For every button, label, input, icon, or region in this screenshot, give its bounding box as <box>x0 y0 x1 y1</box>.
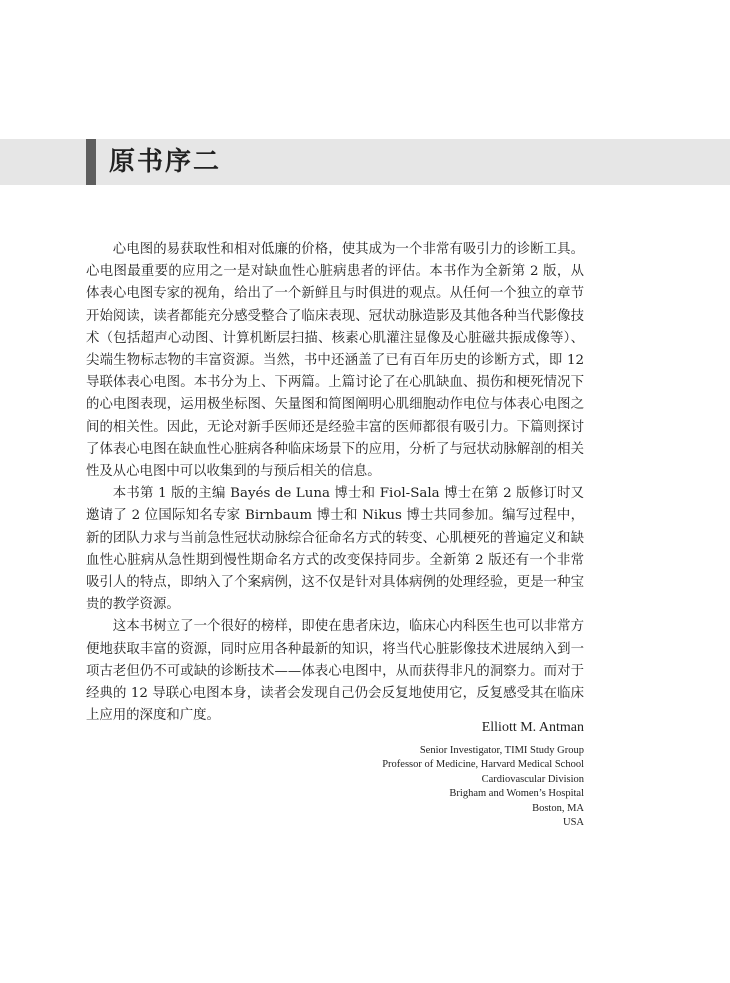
paragraph-1: 心电图的易获取性和相对低廉的价格，使其成为一个非常有吸引力的诊断工具。心电图最重要的应用之一是对缺血性心脏病患者的评估。本书作为全新第 2 版，从体表心电图专家的视角，给出了一个新鲜且与时俱进的观点。从任何一个独立的章节开始阅读，读者都能充分感受整合了临床表现、冠状动脉造影及其他各种当代影像技术（包括超声心动图、计算机断层扫描、核素心肌灌注显像及心脏磁共振成像等）、尖端生物标志物的丰富资源。当然，书中还涵盖了已有百年历史的诊断方式，即 12 导联体表心电图。本书分为上、下两篇。上篇讨论了在心肌缺血、损伤和梗死情况下的心电图表现，运用极坐标图、矢量图和简图阐明心肌细胞动作电位与体表心电图之间的相关性。因此，无论对新手医师还是经验丰富的医师都很有吸引力。下篇则探讨了体表心电图在缺血性心脏病各种临床场景下的应用，分析了与冠状动脉解剖的相关性及从心电图中可以收集到的与预后相关的信息。 <box>86 242 584 480</box>
signature-affiliation-1: Senior Investigator, TIMI Study Group <box>419 745 584 756</box>
signature-affiliation-3: Cardiovascular Division <box>481 773 584 785</box>
title-band <box>0 139 730 185</box>
signature-affiliation-4: Brigham and Women’s Hospital <box>449 788 584 800</box>
title-accent-bar <box>86 139 96 185</box>
signature-affiliation-2: Professor of Medicine, Harvard Medical School <box>382 759 584 771</box>
signature-name: Elliott M. Antman <box>481 720 584 735</box>
paragraph-3: 这本书树立了一个很好的榜样，即使在患者床边，临床心内科医生也可以非常方便地获取丰富的资源，同时应用各种最新的知识，将当代心脏影像技术进展纳入到一项古老但仍不可或缺的诊断技术——体表心电图中，从而获得非凡的洞察力。而对于经典的 12 导联心电图本身，读者会发现自己仍会反复地使用它，反复感受其在临床上应用的深度和广度。 <box>86 619 584 724</box>
paragraph-2: 本书第 1 版的主编 Bayés de Luna 博士和 Fiol-Sala 博士在第 2 版修订时又邀请了 2 位国际知名专家 Birnbaum 博士和 Nikus 博士共同参加。编写过程中，新的团队力求与当前急性冠状动脉综合征命名方式的转变、心肌梗死的普遍定义和缺血性心脏病从急性期到慢性期命名方式的改变保持同步。全新第 2 版还有一个非常吸引人的特点，即纳入了个案病例，这不仅是针对具体病例的处理经验，更是一种宝贵的教学资源。 <box>86 486 584 613</box>
signature-block <box>382 718 584 830</box>
signature-city: Boston, MA <box>532 802 584 814</box>
body-text <box>86 239 584 727</box>
page-title: 原书序二 <box>109 147 222 177</box>
signature-country: USA <box>562 817 584 829</box>
